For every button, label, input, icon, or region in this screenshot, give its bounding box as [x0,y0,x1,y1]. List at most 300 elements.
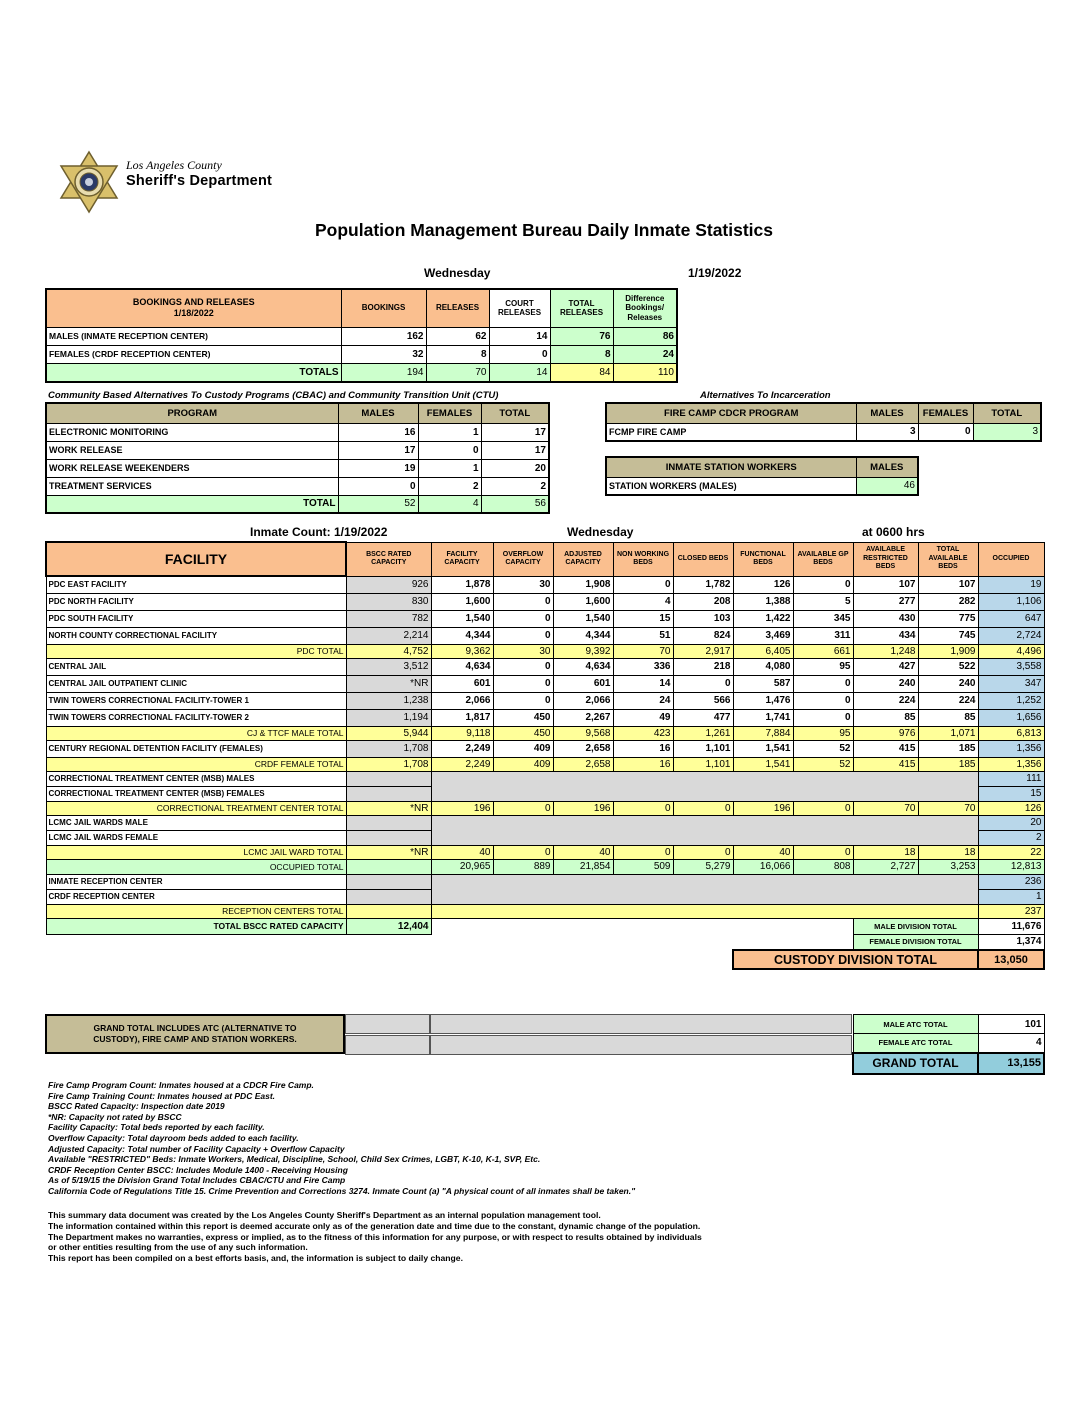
table-row [46,740,1044,757]
occupied-cell: 2 [978,830,1044,845]
total-cell: 95 [793,726,853,740]
not-applicable-cell [431,771,978,801]
total-cell: 889 [493,859,553,874]
occupied-total-cell: 237 [978,904,1044,918]
total-cell: 21,854 [553,859,613,874]
total-cell: 196 [431,801,493,815]
bed-count-cell: 4 [613,593,673,610]
bed-count-cell: 2,267 [553,709,613,726]
bed-count-cell: 824 [673,627,733,644]
bed-count-cell: 345 [793,610,853,627]
bed-count-cell: 745 [918,627,978,644]
occupied-total-cell: 1,356 [978,757,1044,771]
bed-count-cell: 566 [673,692,733,709]
total-cell: *NR [346,801,431,815]
bed-count-cell: 30 [493,576,553,593]
bookings-title-cell [46,289,341,327]
total-cell: 509 [613,859,673,874]
total-cell: 5,279 [673,859,733,874]
spacer-bar [430,1035,852,1055]
table-row [46,327,677,345]
total-cell: 0 [493,845,553,859]
total-cell: 6,405 [733,644,793,658]
footnote-line: Overflow Capacity: Total dayroom beds added to each facility. [48,1132,299,1143]
report-date: 1/19/2022 [688,266,742,280]
totals-row [46,495,549,513]
total-cell: 70 [918,801,978,815]
total-label-cell: RECEPTION CENTERS TOTAL [46,904,346,918]
total-cell: 40 [733,845,793,859]
bed-count-cell: 0 [493,593,553,610]
cbac-section-title: Community Based Alternatives To Custody Programs (CBAC) and Community Transition Unit (CTU) [48,390,499,401]
total-cell: 1,071 [918,726,978,740]
total-cell: 52 [793,757,853,771]
total-cell: 30 [493,644,553,658]
facility-name-cell: CORRECTIONAL TREATMENT CENTER (MSB) FEMALES [46,786,346,801]
disclaimer-line: or other entities resulting from the use of any such information. [48,1242,308,1253]
total-cell: 0 [613,801,673,815]
total-cell: 423 [613,726,673,740]
bed-count-cell: 1,600 [553,593,613,610]
total-label-cell: PDC TOTAL [46,644,346,658]
column-header: TOTAL [973,403,1041,423]
bed-count-cell: 2,658 [553,740,613,757]
occupied-cell: 111 [978,771,1044,786]
total-cell: 1,101 [673,757,733,771]
facility-name-cell: INMATE RECEPTION CENTER [46,874,346,889]
footnotes [48,1080,635,1197]
table-row [46,815,1044,830]
occupied-total-cell: 6,813 [978,726,1044,740]
facility-name-cell: PDC SOUTH FACILITY [46,610,346,627]
grand-total-value-cell: 13,155 [978,1053,1044,1074]
logo-county: Los Angeles County [126,158,222,172]
bed-count-cell: 450 [493,709,553,726]
table-row [46,845,1044,859]
bed-count-cell: 126 [733,576,793,593]
total-cell: 450 [493,726,553,740]
value-cell: 0 [338,477,418,495]
inmate-count-label: Inmate Count: 1/19/2022 [250,525,388,539]
value-cell: 20 [481,459,549,477]
total-cell: 661 [793,644,853,658]
bed-count-cell: 1,422 [733,610,793,627]
table-row [606,423,1041,441]
table-row [46,859,1044,874]
spacer-bar [345,1014,430,1034]
total-cell: 976 [853,726,918,740]
value-cell: 46 [856,477,918,495]
table-row [46,593,1044,610]
sheriff-badge-logo [58,150,120,219]
inmate-count-time: at 0600 hrs [862,525,925,539]
totals-label-cell: TOTALS [46,363,341,382]
footnote-line: Available "RESTRICTED" Beds: Inmate Workers, Medical, Discipline, School, Child Sex Crimes, LGBT, K-10, K-1, SVP, Etc. [48,1154,541,1165]
facility-name-cell: NORTH COUNTY CORRECTIONAL FACILITY [46,627,346,644]
bed-count-cell: 601 [553,675,613,692]
value-cell: 86 [613,327,677,345]
occupied-cell: 236 [978,874,1044,889]
spacer-cell [46,950,733,969]
footnote-line: California Code of Regulations Title 15. Crime Prevention and Corrections 3274. Inmate Count (a) "A physical count of all inmates shall be taken." [48,1185,636,1196]
occupied-cell: 1,356 [978,740,1044,757]
bed-count-cell: 185 [918,740,978,757]
total-cell: 0 [793,801,853,815]
total-label-cell: CRDF FEMALE TOTAL [46,757,346,771]
grand-total-note-line1: GRAND TOTAL INCLUDES ATC (ALTERNATIVE TO [93,1022,297,1033]
facility-name-cell: CENTURY REGIONAL DETENTION FACILITY (FEMALES) [46,740,346,757]
total-cell: 4,752 [346,644,431,658]
occupied-cell: 647 [978,610,1044,627]
total-label-cell: LCMC JAIL WARD TOTAL [46,845,346,859]
bscc-capacity-cell [346,771,431,786]
table-row [46,423,549,441]
table-row [46,709,1044,726]
totals-label-cell: TOTAL [46,495,338,513]
facility-name-cell: CENTRAL JAIL [46,658,346,675]
bscc-capacity-cell: 1,194 [346,709,431,726]
total-cell: 40 [431,845,493,859]
bed-count-cell: 0 [493,658,553,675]
occupied-cell: 2,724 [978,627,1044,644]
bed-count-cell: 224 [853,692,918,709]
bed-count-cell: 1,600 [431,593,493,610]
custody-division-row [46,950,1044,969]
column-header: AVAILABLE RESTRICTED BEDS [853,542,918,576]
value-cell: 19 [338,459,418,477]
grand-total-label-cell: GRAND TOTAL [853,1053,978,1074]
bed-count-cell: 0 [793,692,853,709]
bed-count-cell: 1,540 [431,610,493,627]
bed-count-cell: 49 [613,709,673,726]
value-cell: 76 [550,327,613,345]
total-cell: 9,392 [553,644,613,658]
bscc-capacity-cell [346,874,431,889]
bed-count-cell: 85 [918,709,978,726]
bed-count-cell: 85 [853,709,918,726]
logo-text [126,158,272,189]
total-cell: 18 [853,845,918,859]
grand-total-row [853,1053,1044,1074]
table-row [46,801,1044,815]
facility-name-cell: PDC NORTH FACILITY [46,593,346,610]
total-cell: *NR [346,845,431,859]
totals-cell: 84 [550,363,613,382]
value-cell: 0 [418,441,481,459]
bscc-capacity-cell [346,786,431,801]
bed-count-cell: 208 [673,593,733,610]
bed-count-cell: 2,066 [553,692,613,709]
value-cell: 8 [550,345,613,363]
totals-cell: 194 [341,363,426,382]
column-header: TOTAL AVAILABLE BEDS [918,542,978,576]
total-cell: 16,066 [733,859,793,874]
table-row [46,675,1044,692]
bed-count-cell: 1,817 [431,709,493,726]
grand-total-section [852,1014,1045,1075]
bscc-capacity-cell: 926 [346,576,431,593]
bed-count-cell: 0 [493,692,553,709]
female-atc-label-cell: FEMALE ATC TOTAL [853,1034,978,1053]
total-cell: 40 [553,845,613,859]
facility-name-cell: PDC EAST FACILITY [46,576,346,593]
column-header: INMATE STATION WORKERS [606,457,856,477]
value-cell: 0 [489,345,550,363]
bscc-capacity-cell: 830 [346,593,431,610]
program-label-cell: WORK RELEASE WEEKENDERS [46,459,338,477]
table-row [46,345,677,363]
bscc-capacity-cell [346,815,431,830]
footnote-line: Facility Capacity: Total beds reported by each facility. [48,1122,265,1133]
bed-count-cell: 51 [613,627,673,644]
spacer-cell [46,934,853,950]
table-row [46,477,549,495]
bed-count-cell: 4,634 [431,658,493,675]
occupied-total-cell: 126 [978,801,1044,815]
total-cell: 196 [553,801,613,815]
program-label-cell: WORK RELEASE [46,441,338,459]
bed-count-cell: 52 [793,740,853,757]
bed-count-cell: 427 [853,658,918,675]
total-cell: 16 [613,757,673,771]
total-cell: 70 [853,801,918,815]
column-header: AVAILABLE GP BEDS [793,542,853,576]
bed-count-cell: 1,782 [673,576,733,593]
facility-name-cell: CENTRAL JAIL OUTPATIENT CLINIC [46,675,346,692]
bscc-capacity-cell: 1,708 [346,740,431,757]
column-header: FEMALES [918,403,973,423]
bed-count-cell: 1,878 [431,576,493,593]
column-header: MALES [856,457,918,477]
table-row [46,726,1044,740]
footnote-line: CRDF Reception Center BSCC: Includes Module 1400 - Receiving Housing [48,1164,348,1175]
station-workers-table [605,456,919,496]
disclaimer-line: The Department makes no warranties, express or implied, as to the fitness of this information for any purpose, or with respect to results obtained by individuals [48,1231,702,1242]
ati-section-title: Alternatives To Incarceration [700,390,831,401]
table-row [46,692,1044,709]
footnote-line: Adjusted Capacity: Total number of Facility Capacity + Overflow Capacity [48,1143,345,1154]
bed-count-cell: 0 [793,675,853,692]
total-cell: 2,727 [853,859,918,874]
bed-count-cell: 601 [431,675,493,692]
total-cell: 20,965 [431,859,493,874]
bed-count-cell: 0 [493,627,553,644]
table-header-row [606,403,1041,423]
total-cell: 9,568 [553,726,613,740]
bookings-releases-table [45,288,678,383]
total-cell: 70 [613,644,673,658]
table-row [606,477,918,495]
bscc-capacity-cell: 2,214 [346,627,431,644]
footnote-line: Fire Camp Training Count: Inmates housed at PDC East. [48,1090,276,1101]
total-cell: 185 [918,757,978,771]
column-header: NON WORKING BEDS [613,542,673,576]
bed-count-cell: 409 [493,740,553,757]
page-title: Population Management Bureau Daily Inmate Statistics [314,220,774,240]
column-header: TOTAL [481,403,549,423]
bed-count-cell: 24 [613,692,673,709]
total-label-cell: CJ & TTCF MALE TOTAL [46,726,346,740]
bed-count-cell: 0 [493,675,553,692]
value-cell: 1 [418,459,481,477]
total-cell: 2,249 [431,757,493,771]
totals-row [46,363,677,382]
total-cell: 9,118 [431,726,493,740]
column-header: FEMALES [418,403,481,423]
column-header: FACILITY CAPACITY [431,542,493,576]
value-cell: 2 [418,477,481,495]
value-cell: 14 [489,327,550,345]
bed-count-cell: 4,344 [431,627,493,644]
total-cell: 1,261 [673,726,733,740]
program-label-cell: TREATMENT SERVICES [46,477,338,495]
bed-count-cell: 240 [918,675,978,692]
custody-division-value-cell: 13,050 [978,950,1044,969]
value-cell: 8 [426,345,489,363]
bed-count-cell: 107 [853,576,918,593]
total-cell: 9,362 [431,644,493,658]
inmate-count-day: Wednesday [567,525,634,539]
footnote-line: *NR: Capacity not rated by BSCC [48,1111,182,1122]
table-header-row [46,289,677,327]
bed-count-cell: 15 [613,610,673,627]
value-cell: 0 [918,423,973,441]
total-cell: 409 [493,757,553,771]
column-header: OVERFLOW CAPACITY [493,542,553,576]
footnote-line: Fire Camp Program Count: Inmates housed at a CDCR Fire Camp. [48,1080,314,1090]
grand-total-note-line2: CUSTODY), FIRE CAMP AND STATION WORKERS. [93,1034,297,1044]
bed-count-cell: 0 [673,675,733,692]
value-cell: 24 [613,345,677,363]
facility-name-cell: CORRECTIONAL TREATMENT CENTER (MSB) MALES [46,771,346,786]
not-applicable-cell [431,815,978,845]
table-row [46,644,1044,658]
bed-count-cell: 218 [673,658,733,675]
total-cell: 3 [973,423,1041,441]
bookings-subtitle: 1/18/2022 [173,308,214,319]
inmate-count-table [45,541,1045,970]
bed-count-cell: 775 [918,610,978,627]
totals-cell: 56 [481,495,549,513]
program-label-cell: ELECTRONIC MONITORING [46,423,338,441]
spacer-bar [345,1035,430,1055]
bed-count-cell: 2,249 [431,740,493,757]
spacer-bar [430,1014,852,1034]
sheriff-star-icon [58,150,120,214]
value-cell: 3 [856,423,918,441]
facility-name-cell: TWIN TOWERS CORRECTIONAL FACILITY-TOWER 1 [46,692,346,709]
table-row [46,610,1044,627]
footnote-line: BSCC Rated Capacity: Inspection date 2019 [48,1101,225,1112]
occupied-cell: 1,106 [978,593,1044,610]
total-label-cell: TOTAL BSCC RATED CAPACITY [46,918,346,934]
facility-name-cell: TWIN TOWERS CORRECTIONAL FACILITY-TOWER 2 [46,709,346,726]
total-cell: 2,658 [553,757,613,771]
total-label-cell: OCCUPIED TOTAL [46,859,346,874]
bed-count-cell: 5 [793,593,853,610]
bscc-capacity-cell: 1,238 [346,692,431,709]
occupied-cell: 20 [978,815,1044,830]
column-header: MALES [856,403,918,423]
total-cell: 0 [493,801,553,815]
total-cell: 415 [853,757,918,771]
bed-count-cell: 1,388 [733,593,793,610]
column-header: BSCC RATED CAPACITY [346,542,431,576]
value-cell: 17 [338,441,418,459]
male-division-label-cell: MALE DIVISION TOTAL [853,918,978,934]
female-division-value-cell: 1,374 [978,934,1044,950]
bed-count-cell: 336 [613,658,673,675]
table-row [46,771,1044,786]
table-row [46,904,1044,918]
blank-total-cell [431,904,978,918]
bed-count-cell: 2,066 [431,692,493,709]
female-division-row [46,934,1044,950]
bed-count-cell: 95 [793,658,853,675]
totals-cell: 14 [489,363,550,382]
table-row [46,757,1044,771]
total-cell: 0 [673,801,733,815]
table-header-row [606,457,918,477]
column-header: BOOKINGS [341,289,426,327]
bed-count-cell: 477 [673,709,733,726]
column-header: ADJUSTED CAPACITY [553,542,613,576]
bscc-capacity-cell: 3,512 [346,658,431,675]
grand-total-note [45,1014,345,1054]
value-cell: 1 [418,423,481,441]
column-header: MALES [338,403,418,423]
column-header: TOTAL RELEASES [550,289,613,327]
bscc-capacity-cell [346,904,431,918]
total-cell: 1,248 [853,644,918,658]
total-cell: 1,541 [733,757,793,771]
bed-count-cell: 16 [613,740,673,757]
column-header: CLOSED BEDS [673,542,733,576]
occupied-cell: 347 [978,675,1044,692]
total-cell: 5,944 [346,726,431,740]
total-cell: 0 [673,845,733,859]
bed-count-cell: 3,469 [733,627,793,644]
bed-count-cell: 1,908 [553,576,613,593]
bed-count-cell: 0 [613,576,673,593]
table-header-row [46,542,1044,576]
bookings-title: BOOKINGS AND RELEASES [132,297,255,308]
value-cell: 32 [341,345,426,363]
bed-count-cell: 434 [853,627,918,644]
occupied-total-cell: 4,496 [978,644,1044,658]
female-atc-row [853,1034,1044,1053]
column-header: OCCUPIED [978,542,1044,576]
logo-department: Sheriff's Department [126,173,273,189]
report-day: Wednesday [424,266,491,280]
total-cell: 1,909 [918,644,978,658]
table-row [46,459,549,477]
occupied-cell: 1,656 [978,709,1044,726]
table-row [46,441,549,459]
total-cell: 196 [733,801,793,815]
value-cell: 2 [481,477,549,495]
bed-count-cell: 103 [673,610,733,627]
column-header: PROGRAM [46,403,338,423]
occupied-cell: 19 [978,576,1044,593]
disclaimer-line: This summary data document was created by the Los Angeles County Sheriff's Department as an internal population management tool. [48,1210,601,1220]
total-cell: 0 [613,845,673,859]
bed-count-cell: 1,101 [673,740,733,757]
bed-count-cell: 587 [733,675,793,692]
facility-summary-rows [46,918,1044,969]
value-cell: 62 [426,327,489,345]
column-header: Difference Bookings/ Releases [613,289,677,327]
